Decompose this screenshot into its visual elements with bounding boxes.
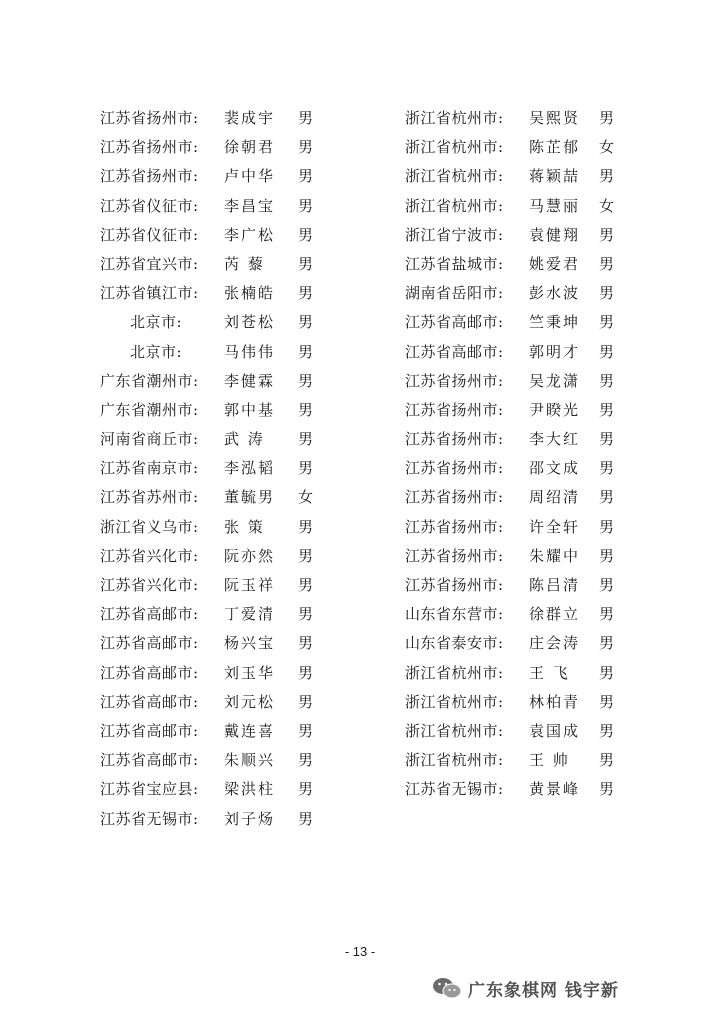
gender-label: 男: [298, 721, 314, 740]
person-name: 李健霖: [224, 371, 276, 390]
gender-label: 男: [298, 809, 314, 828]
person-name: 李昌宝: [224, 196, 276, 215]
person-name: 刘玉华: [224, 663, 276, 682]
region-label: 江苏省扬州市:: [405, 488, 504, 507]
person-name: 芮 藜: [224, 254, 265, 273]
person-name: 庄会涛: [529, 634, 581, 653]
person-name: 朱顺兴: [224, 751, 276, 770]
region-label: 浙江省杭州市:: [405, 196, 504, 215]
person-name: 丁爱清: [224, 605, 276, 624]
person-name: 马慧丽: [529, 196, 581, 215]
person-name: 郭明才: [529, 342, 581, 361]
person-name: 李泓韬: [224, 459, 276, 478]
gender-label: 男: [599, 371, 615, 390]
gender-label: 男: [298, 430, 314, 449]
region-label: 江苏省无锡市:: [405, 780, 504, 799]
region-label: 江苏省盐城市:: [405, 254, 504, 273]
region-label: 江苏省仪征市:: [100, 196, 199, 215]
gender-label: 男: [298, 517, 314, 536]
gender-label: 男: [599, 780, 615, 799]
region-label: 江苏省扬州市:: [100, 109, 199, 127]
gender-label: 女: [298, 488, 314, 507]
gender-label: 男: [298, 546, 314, 565]
region-label: 江苏省高邮市:: [405, 313, 504, 332]
person-name: 邵文成: [529, 459, 581, 478]
region-label: 浙江省杭州市:: [405, 751, 504, 770]
person-name: 卢中华: [224, 167, 276, 186]
region-label: 北京市:: [130, 342, 183, 361]
gender-label: 男: [599, 342, 615, 361]
region-label: 江苏省高邮市:: [100, 605, 199, 624]
region-label: 浙江省杭州市:: [405, 167, 504, 186]
region-label: 江苏省扬州市:: [405, 371, 504, 390]
person-name: 徐朝君: [224, 138, 276, 157]
person-name: 杨兴宝: [224, 634, 276, 653]
person-name: 阮玉祥: [224, 576, 276, 594]
gender-label: 男: [298, 109, 314, 127]
region-label: 江苏省高邮市:: [100, 692, 199, 711]
person-name: 马伟伟: [224, 342, 276, 361]
gender-label: 男: [298, 371, 314, 390]
region-label: 江苏省扬州市:: [405, 459, 504, 478]
gender-label: 男: [599, 546, 615, 565]
gender-label: 女: [599, 196, 615, 215]
watermark: [432, 975, 619, 1001]
person-name: 陈吕清: [529, 576, 581, 594]
person-name: 周绍清: [529, 488, 581, 507]
region-label: 江苏省扬州市:: [405, 430, 504, 449]
region-label: 江苏省兴化市:: [100, 546, 199, 565]
person-name: 刘苍松: [224, 313, 276, 332]
gender-label: 男: [298, 459, 314, 478]
person-name: 彭水波: [529, 284, 581, 303]
gender-label: 男: [298, 400, 314, 419]
region-label: 浙江省杭州市:: [405, 109, 504, 127]
person-name: 袁国成: [529, 721, 581, 740]
person-name: 裴成宇: [224, 109, 276, 127]
region-label: 江苏省兴化市:: [100, 576, 199, 594]
gender-label: 男: [599, 225, 615, 244]
gender-label: 男: [298, 634, 314, 653]
person-name: 刘元松: [224, 692, 276, 711]
gender-label: 男: [599, 109, 615, 127]
gender-label: 男: [599, 284, 615, 303]
gender-label: 男: [599, 167, 615, 186]
region-label: 江苏省无锡市:: [100, 809, 199, 828]
gender-label: 男: [298, 751, 314, 770]
gender-label: 男: [298, 605, 314, 624]
watermark-text: 广东象棋网 钱宇新: [468, 980, 619, 1001]
region-label: 江苏省高邮市:: [100, 721, 199, 740]
person-name: 黄景峰: [529, 780, 581, 799]
person-name: 张楠皓: [224, 284, 276, 303]
person-name: 徐群立: [529, 605, 581, 624]
region-label: 江苏省南京市:: [100, 459, 199, 478]
gender-label: 男: [599, 576, 615, 594]
gender-label: 男: [599, 313, 615, 332]
person-name: 李广松: [224, 225, 276, 244]
person-name: 王 飞: [529, 663, 570, 682]
gender-label: 男: [298, 576, 314, 594]
gender-label: 女: [599, 138, 615, 157]
region-label: 江苏省扬州市:: [405, 576, 504, 594]
person-name: 蒋颖喆: [529, 167, 581, 186]
person-name: 吴龙潇: [529, 371, 581, 390]
person-name: 姚爱君: [529, 254, 581, 273]
region-label: 江苏省高邮市:: [100, 751, 199, 770]
person-name: 刘子炀: [224, 809, 276, 828]
gender-label: 男: [599, 634, 615, 653]
person-name: 梁洪柱: [224, 780, 276, 799]
gender-label: 男: [298, 284, 314, 303]
person-name: 郭中基: [224, 400, 276, 419]
region-label: 广东省潮州市:: [100, 400, 199, 419]
gender-label: 男: [599, 254, 615, 273]
region-label: 山东省东营市:: [405, 605, 504, 624]
person-name: 尹睽光: [529, 400, 581, 419]
region-label: 江苏省高邮市:: [100, 663, 199, 682]
person-name: 林柏青: [529, 692, 581, 711]
region-label: 山东省泰安市:: [405, 634, 504, 653]
gender-label: 男: [298, 663, 314, 682]
person-name: 王 帅: [529, 751, 570, 770]
gender-label: 男: [599, 721, 615, 740]
region-label: 江苏省扬州市:: [405, 517, 504, 536]
region-label: 浙江省杭州市:: [405, 721, 504, 740]
region-label: 浙江省杭州市:: [405, 663, 504, 682]
gender-label: 男: [298, 196, 314, 215]
region-label: 江苏省扬州市:: [405, 546, 504, 565]
gender-label: 男: [298, 342, 314, 361]
gender-label: 男: [599, 751, 615, 770]
page-number: - 13 -: [344, 944, 376, 959]
region-label: 浙江省杭州市:: [405, 138, 504, 157]
region-label: 广东省潮州市:: [100, 371, 199, 390]
gender-label: 男: [298, 313, 314, 332]
region-label: 江苏省宜兴市:: [100, 254, 199, 273]
person-name: 陈芷郁: [529, 138, 581, 157]
gender-label: 男: [599, 517, 615, 536]
region-label: 江苏省苏州市:: [100, 488, 199, 507]
person-name: 李大红: [529, 430, 581, 449]
region-label: 北京市:: [130, 313, 183, 332]
gender-label: 男: [298, 780, 314, 799]
person-name: 戴连喜: [224, 721, 276, 740]
person-name: 武 涛: [224, 430, 265, 449]
wechat-icon: [432, 976, 462, 1000]
region-label: 江苏省仪征市:: [100, 225, 199, 244]
gender-label: 男: [599, 692, 615, 711]
region-label: 江苏省扬州市:: [100, 167, 199, 186]
gender-label: 男: [599, 488, 615, 507]
region-label: 浙江省宁波市:: [405, 225, 504, 244]
person-name: 吴熙贤: [529, 109, 581, 127]
gender-label: 男: [599, 605, 615, 624]
gender-label: 男: [599, 459, 615, 478]
region-label: 江苏省扬州市:: [405, 400, 504, 419]
region-label: 浙江省义乌市:: [100, 517, 199, 536]
person-name: 朱耀中: [529, 546, 581, 565]
gender-label: 男: [599, 663, 615, 682]
region-label: 江苏省高邮市:: [405, 342, 504, 361]
region-label: 江苏省高邮市:: [100, 634, 199, 653]
person-name: 张 策: [224, 517, 265, 536]
region-label: 湖南省岳阳市:: [405, 284, 504, 303]
gender-label: 男: [599, 430, 615, 449]
person-name: 董毓男: [224, 488, 276, 507]
gender-label: 男: [298, 138, 314, 157]
region-label: 浙江省杭州市:: [405, 692, 504, 711]
region-label: 江苏省镇江市:: [100, 284, 199, 303]
person-name: 阮亦然: [224, 546, 276, 565]
person-name: 竺秉坤: [529, 313, 581, 332]
person-name: 许全轩: [529, 517, 581, 536]
gender-label: 男: [298, 167, 314, 186]
gender-label: 男: [298, 692, 314, 711]
gender-label: 男: [599, 400, 615, 419]
region-label: 河南省商丘市:: [100, 430, 199, 449]
person-name: 袁健翔: [529, 225, 581, 244]
gender-label: 男: [298, 254, 314, 273]
region-label: 江苏省扬州市:: [100, 138, 199, 157]
region-label: 江苏省宝应县:: [100, 780, 199, 799]
gender-label: 男: [298, 225, 314, 244]
